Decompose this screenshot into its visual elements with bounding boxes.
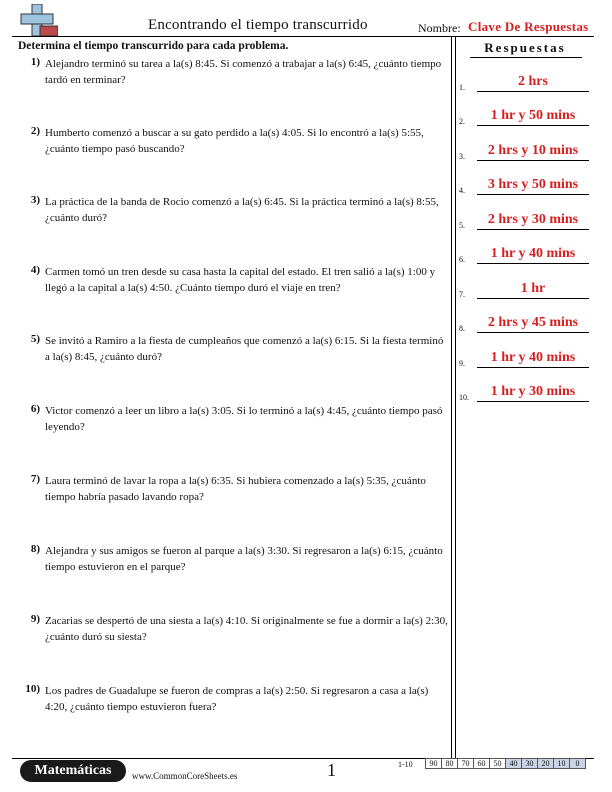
answer-line: [477, 367, 589, 368]
answer-line: [477, 263, 589, 264]
answer-number: 6.: [459, 255, 465, 264]
answer-number: 4.: [459, 186, 465, 195]
answer-line: [477, 298, 589, 299]
score-cell: 90: [426, 759, 442, 769]
answer-value: 2 hrs y 30 mins: [487, 212, 579, 227]
answer-line: [477, 401, 589, 402]
problem-number: 3): [30, 194, 40, 206]
instructions: Determina el tiempo transcurrido para cada problema.: [18, 40, 289, 52]
website-link[interactable]: www.CommonCoreSheets.es: [132, 771, 238, 781]
answer-line: [477, 229, 589, 230]
answer-value: 2 hrs: [518, 74, 548, 89]
answer-number: 10.: [459, 393, 469, 402]
answer-number: 9.: [459, 359, 465, 368]
problem-text: Humberto comenzó a buscar a su gato perdido a la(s) 4:05. Si lo encontró a la(s) 5:55, ¿cuánto tiempo pasó buscando?: [45, 127, 424, 155]
answer-10: [459, 380, 589, 402]
answer-5: [459, 208, 589, 230]
problem-text: Victor comenzó a leer un libro a la(s) 3:05. Si lo terminó a la(s) 4:45, ¿cuánto tiempo pasó leyendo?: [45, 405, 443, 433]
plus-logo-icon: [20, 4, 58, 38]
score-cell: 50: [490, 759, 506, 769]
answer-line: [477, 332, 589, 333]
name-value: Clave De Respuestas: [468, 19, 589, 34]
answer-7: [459, 277, 589, 299]
problem-number: 2): [30, 125, 40, 137]
answer-value: 1 hr y 30 mins: [490, 384, 576, 399]
answer-3: [459, 139, 589, 161]
problem-number: 5): [30, 333, 40, 345]
answer-number: 1.: [459, 83, 465, 92]
score-cell: 0: [570, 759, 586, 769]
answer-line: [477, 160, 589, 161]
score-cell: 30: [522, 759, 538, 769]
problem-text: Se invitó a Ramiro a la fiesta de cumpleaños que comenzó a la(s) 6:15. Si la fiesta terminó a la(s) 8:45, ¿cuánto duró?: [45, 335, 444, 363]
answers-heading: Respuestas: [484, 40, 566, 55]
score-cell: 70: [458, 759, 474, 769]
problem-text: Alejandra y sus amigos se fueron al parque a la(s) 3:30. Si regresaron a la(s) 6:15, ¿cuánto tiempo estuvieron en el parque?: [45, 545, 443, 573]
answers-heading-underline: [470, 57, 582, 58]
brand-badge: Matemáticas: [20, 760, 126, 782]
answer-value: 3 hrs y 50 mins: [487, 177, 579, 192]
score-cell: 10: [554, 759, 570, 769]
problem-number: 1): [30, 56, 40, 68]
score-cell: 80: [442, 759, 458, 769]
problem-text: Alejandro terminó su tarea a la(s) 8:45. Si comenzó a trabajar a la(s) 6:45, ¿cuánto tiempo tardó en terminar?: [45, 58, 442, 86]
worksheet-title: Encontrando el tiempo transcurrido: [148, 17, 368, 33]
problem-text: Los padres de Guadalupe se fueron de compras a la(s) 2:50. Si regresaron a casa a la(s) 4:20, ¿cuánto tiempo estuvieron fuera?: [45, 685, 429, 713]
page-number: 1: [327, 760, 336, 780]
name-label: Nombre:: [418, 21, 461, 35]
answer-value: 1 hr y 40 mins: [490, 246, 576, 261]
answer-line: [477, 125, 589, 126]
problem-text: Laura terminó de lavar la ropa a la(s) 6:35. Si hubiera comenzado a la(s) 5:35, ¿cuánto tiempo habría pasado lavando ropa?: [45, 475, 426, 503]
answer-value: 2 hrs y 10 mins: [487, 143, 579, 158]
answer-9: [459, 346, 589, 368]
answer-8: [459, 311, 589, 333]
problem-text: La práctica de la banda de Rocio comenzó a la(s) 6:45. Si la práctica terminó a la(s) 8:55, ¿cuánto duró?: [45, 196, 439, 224]
answer-4: [459, 173, 589, 195]
answer-value: 1 hr y 50 mins: [490, 108, 576, 123]
problem-number: 8): [30, 543, 40, 555]
problem-number: 4): [30, 264, 40, 276]
problem-text: Carmen tomó un tren desde su casa hasta la capital del estado. El tren salió a la(s) 1:00 y llegó a la capital a la(s) 4:50. ¿Cuánto tiempo duró el viaje en tren?: [45, 266, 436, 294]
answer-number: 2.: [459, 117, 465, 126]
problem-number: 6): [30, 403, 40, 415]
answer-number: 3.: [459, 152, 465, 161]
problem-number: 7): [30, 473, 40, 485]
answer-line: [477, 91, 589, 92]
answer-value: 1 hr y 40 mins: [490, 350, 576, 365]
problem-number: 10): [25, 683, 40, 695]
score-table: [425, 758, 586, 769]
score-cell: 60: [474, 759, 490, 769]
answer-value: 1 hr: [520, 281, 546, 296]
score-range-label: 1-10: [398, 760, 413, 769]
answer-line: [477, 194, 589, 195]
problem-number: 9): [30, 613, 40, 625]
header-divider: [12, 36, 594, 37]
score-cell: 20: [538, 759, 554, 769]
problem-text: Zacarias se despertó de una siesta a la(s) 4:10. Si originalmente se fue a dormir a la(s) 2:30, ¿cuánto duró su siesta?: [45, 615, 448, 643]
column-divider: [451, 36, 452, 758]
answer-1: [459, 70, 589, 92]
answer-number: 7.: [459, 290, 465, 299]
answer-2: [459, 104, 589, 126]
answer-number: 5.: [459, 221, 465, 230]
answer-number: 8.: [459, 324, 465, 333]
answer-value: 2 hrs y 45 mins: [487, 315, 579, 330]
score-cell: 40: [506, 759, 522, 769]
column-divider: [455, 36, 456, 758]
answer-6: [459, 242, 589, 264]
